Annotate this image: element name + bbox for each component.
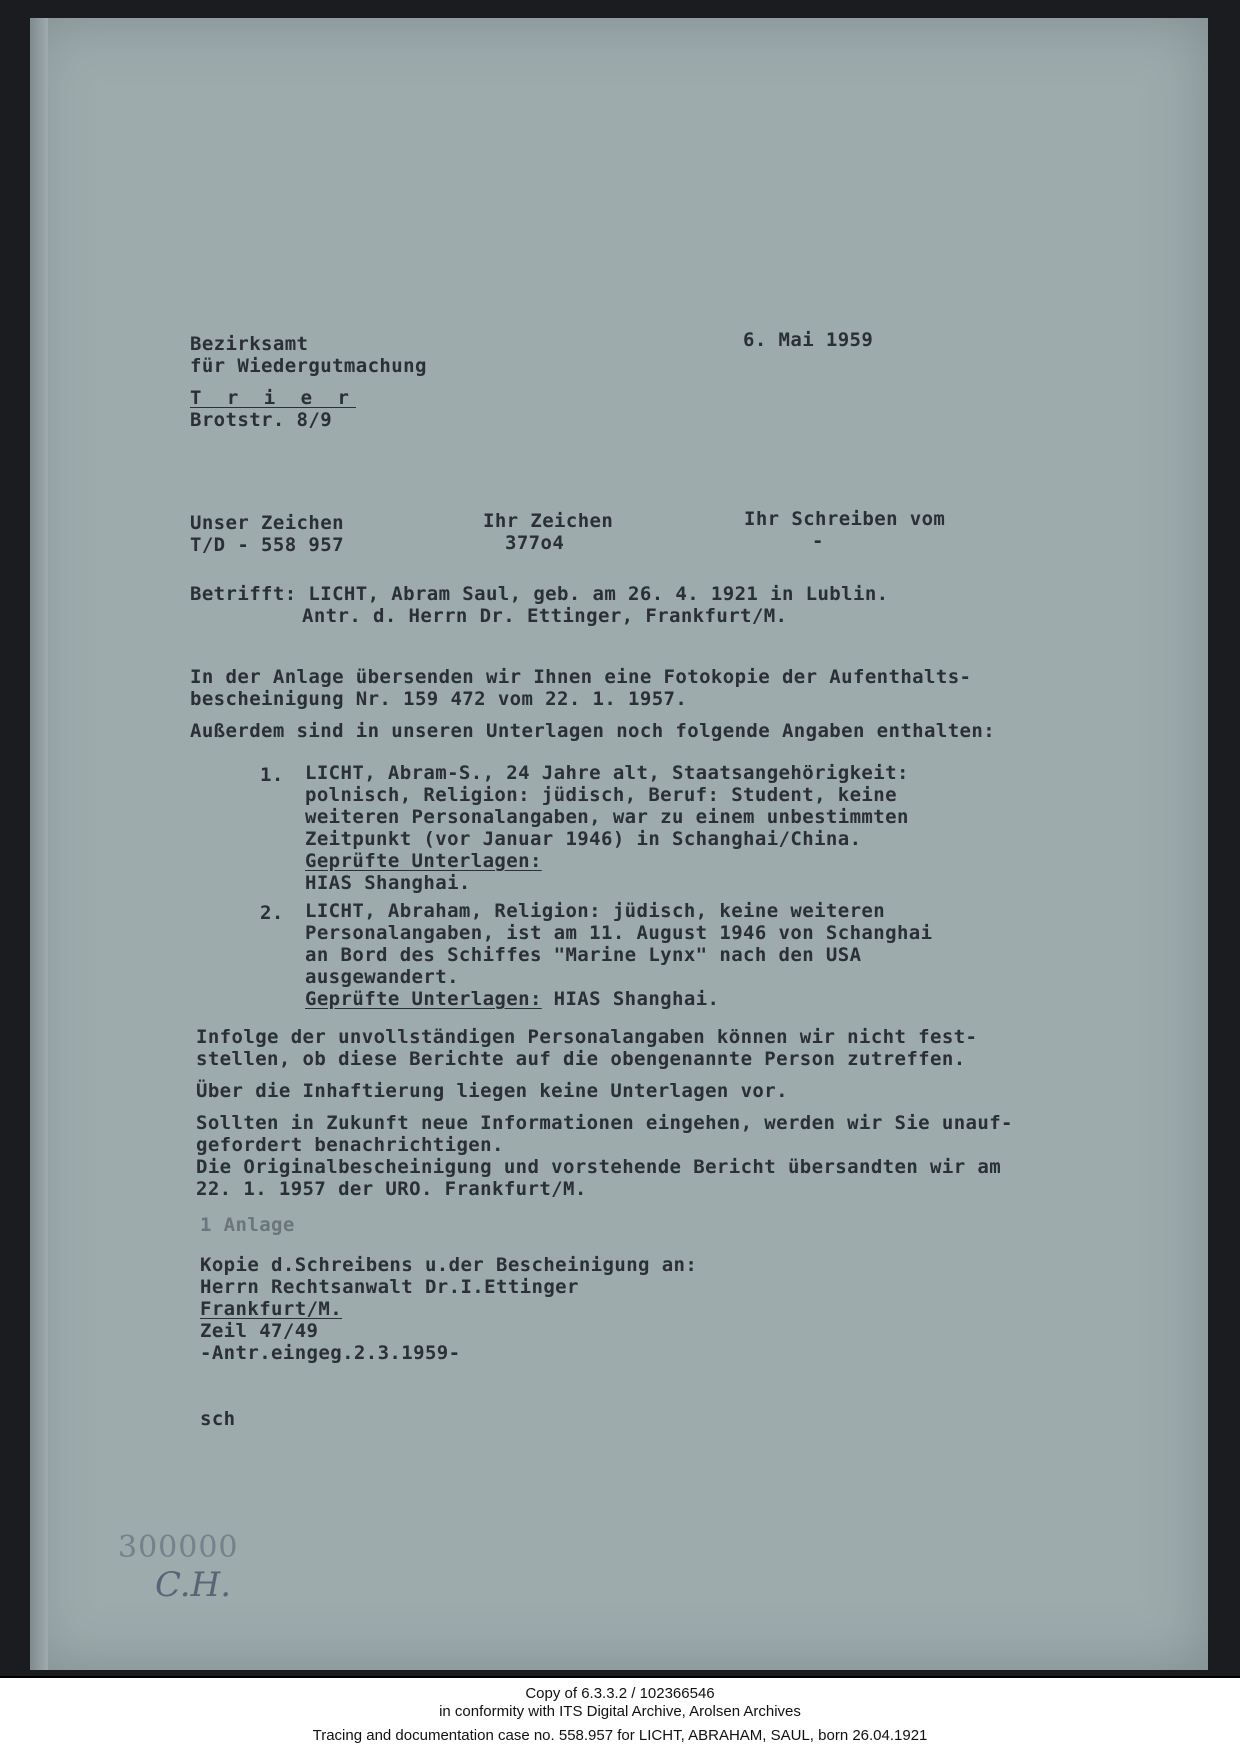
letter-date-value: -	[812, 530, 824, 552]
body-line: gefordert benachrichtigen.	[196, 1134, 504, 1156]
our-ref-value: T/D - 558 957	[190, 534, 344, 556]
footer-conformity: in conformity with ITS Digital Archive, Arolsen Archives	[439, 1703, 801, 1720]
body-line: Die Originalbescheinigung und vorstehende Bericht übersandten wir am	[196, 1156, 1002, 1178]
item-source	[305, 988, 719, 1010]
copy-to-line: Kopie d.Schreibens u.der Bescheinigung an:	[200, 1254, 698, 1276]
your-ref-value: 377o4	[505, 532, 565, 554]
copy-to-city: Frankfurt/M.	[200, 1298, 343, 1320]
item-line: Personalangaben, ist am 11. August 1946 von Schanghai	[305, 922, 933, 944]
letter-date: 6. Mai 1959	[743, 329, 874, 351]
item-line: Zeitpunkt (vor Januar 1946) in Schanghai/China.	[305, 828, 862, 850]
item-line: an Bord des Schiffes "Marine Lynx" nach den USA	[305, 944, 862, 966]
our-ref-label: Unser Zeichen	[190, 512, 344, 534]
footer-copy-ref: Copy of 6.3.3.2 / 102366546	[525, 1685, 715, 1702]
intro-line: bescheinigung Nr. 159 472 vom 22. 1. 1957.	[190, 688, 688, 710]
body-line: 22. 1. 1957 der URO. Frankfurt/M.	[196, 1178, 587, 1200]
intro-line: Außerdem sind in unseren Unterlagen noch folgende Angaben enthalten:	[190, 720, 996, 742]
item-source-value: HIAS Shanghai.	[541, 988, 720, 1010]
copy-to-line: -Antr.eingeg.2.3.1959-	[200, 1342, 461, 1364]
typist-initials: sch	[200, 1408, 236, 1430]
recipient-city: T r i e r	[190, 387, 356, 409]
body-line: Infolge der unvollständigen Personalangaben können wir nicht fest-	[196, 1026, 978, 1048]
paper-edge	[30, 18, 48, 1670]
subject-line: Betrifft: LICHT, Abram Saul, geb. am 26. 4. 1921 in Lublin.	[190, 583, 889, 605]
item-source-value: HIAS Shanghai.	[305, 872, 471, 894]
recipient-line: Brotstr. 8/9	[190, 409, 333, 431]
item-line: polnisch, Religion: jüdisch, Beruf: Student, keine	[305, 784, 897, 806]
footer-case-line: Tracing and documentation case no. 558.957 for LICHT, ABRAHAM, SAUL, born 26.04.1921	[312, 1727, 928, 1744]
footer-divider	[0, 1676, 1240, 1678]
body-line: Über die Inhaftierung liegen keine Unterlagen vor.	[196, 1080, 788, 1102]
copy-to-line: Zeil 47/49	[200, 1320, 319, 1342]
item-source-label: Geprüfte Unterlagen:	[305, 850, 542, 872]
copy-to-line: Herrn Rechtsanwalt Dr.I.Ettinger	[200, 1276, 579, 1298]
item-line: LICHT, Abraham, Religion: jüdisch, keine weiteren	[305, 900, 886, 922]
archive-stamp: 300000	[118, 1530, 239, 1565]
item-number: 2.	[260, 902, 284, 924]
intro-line: In der Anlage übersenden wir Ihnen eine Fotokopie der Aufenthalts-	[190, 666, 972, 688]
recipient-line: für Wiedergutmachung	[190, 355, 427, 377]
body-line: Sollten in Zukunft neue Informationen eingehen, werden wir Sie unauf-	[196, 1112, 1013, 1134]
item-line: LICHT, Abram-S., 24 Jahre alt, Staatsangehörigkeit:	[305, 762, 909, 784]
enclosure-note: 1 Anlage	[200, 1214, 295, 1236]
recipient-line: Bezirksamt	[190, 333, 309, 355]
body-line: stellen, ob diese Berichte auf die obengenannte Person zutreffen.	[196, 1048, 966, 1070]
letter-date-label: Ihr Schreiben vom	[744, 508, 946, 530]
item-line: ausgewandert.	[305, 966, 459, 988]
your-ref-label: Ihr Zeichen	[483, 510, 614, 532]
subject-line: Antr. d. Herrn Dr. Ettinger, Frankfurt/M.	[302, 605, 788, 627]
item-line: weiteren Personalangaben, war zu einem unbestimmten	[305, 806, 909, 828]
item-number: 1.	[260, 764, 284, 786]
handwritten-initials: C.H.	[155, 1565, 232, 1605]
item-source-label: Geprüfte Unterlagen:	[305, 988, 542, 1010]
